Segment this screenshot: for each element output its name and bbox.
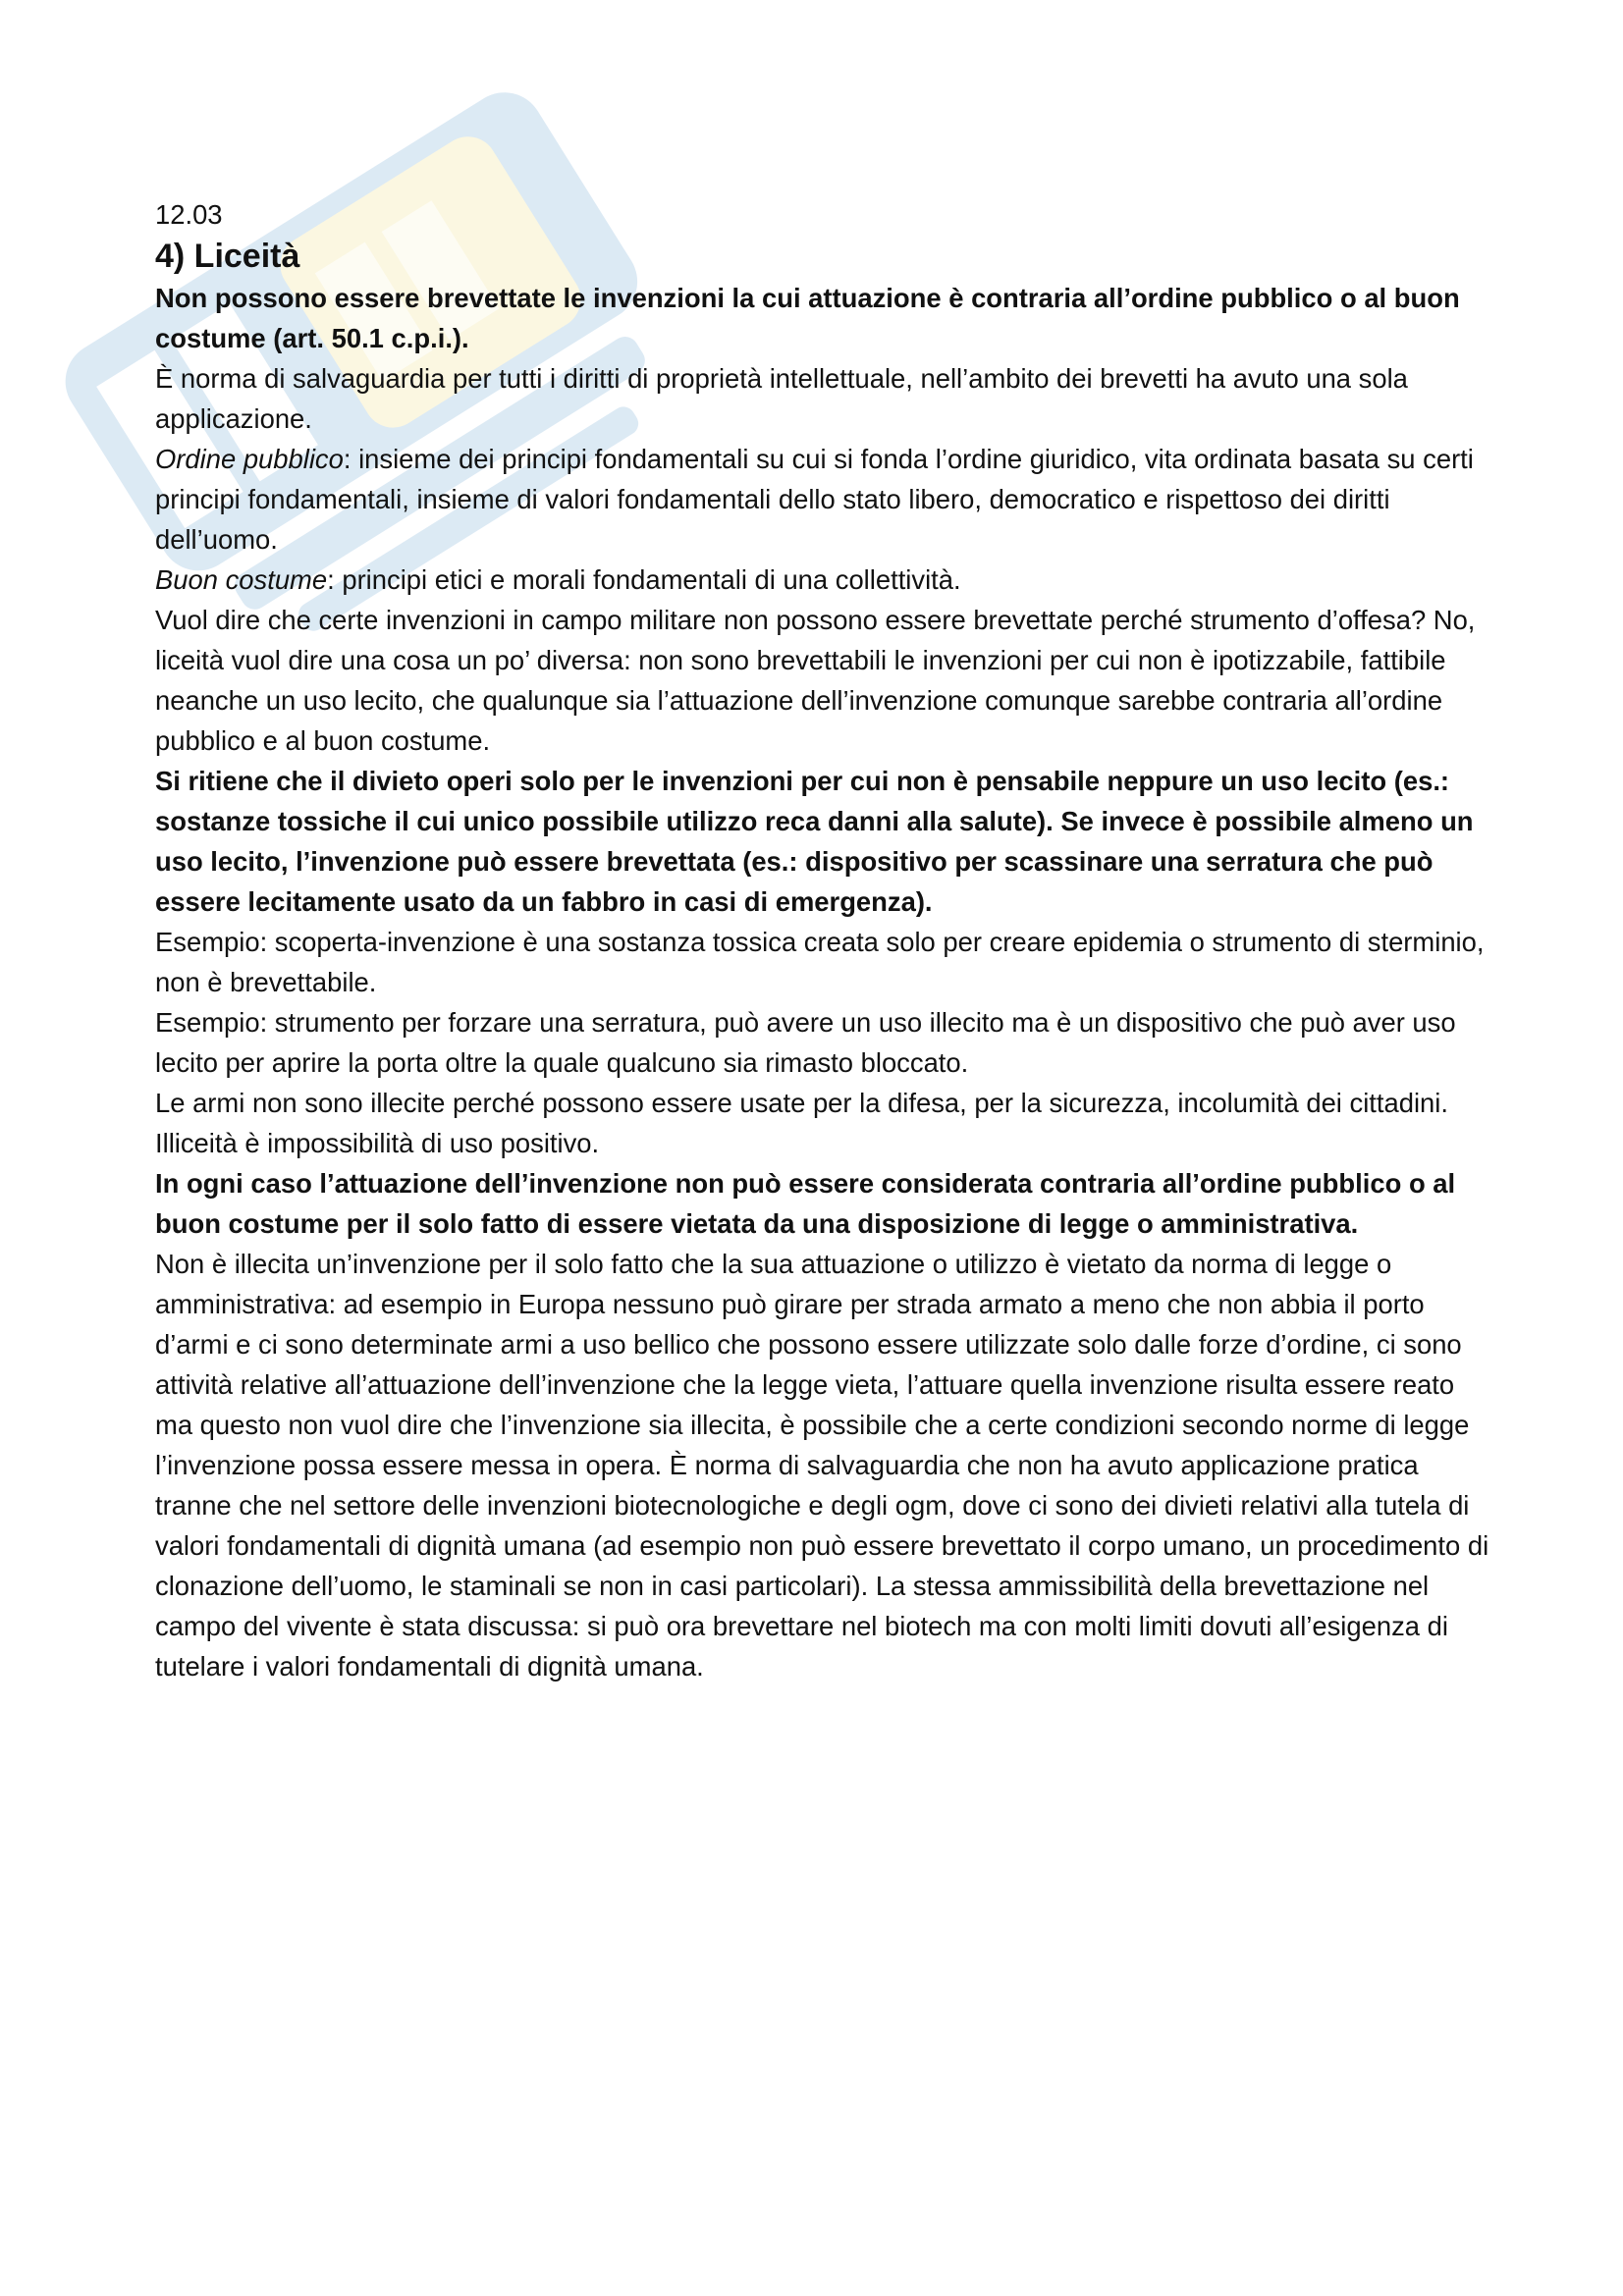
definition-text: : principi etici e morali fondamentali di una collettività. (327, 564, 961, 595)
definition-buon-costume (155, 560, 1490, 600)
section-heading: 4) Liceità (155, 238, 300, 275)
body-paragraph: Vuol dire che certe invenzioni in campo militare non possono essere brevettate perché strumento d’offesa? No, liceità vuol dire una cosa un po’ diversa: non sono brevettabili le invenzioni per cui non è ipotizzabile, fattibile neanche un uso lecito, che qualunque sia l’attuazione dell’invenzione comunque sarebbe contraria all’ordine pubblico e al buon costume. (155, 605, 1476, 756)
example-paragraph: Esempio: strumento per forzare una serratura, può avere un uso illecito ma è un dispositivo che può aver uso lecito per aprire la porta oltre la quale qualcuno sia rimasto bloccato. (155, 1007, 1456, 1078)
rule-paragraph: Si ritiene che il divieto operi solo per le invenzioni per cui non è pensabile neppure un uso lecito (es.: sostanze tossiche il cui unico possibile utilizzo reca danni alla salute). Se invece è possibile almeno un uso lecito, l’invenzione può essere brevettata (es.: dispositivo per scassinare una serratura che può essere lecitamente usato da un fabbro in casi di emergenza). (155, 766, 1474, 917)
term-ordine-pubblico: Ordine pubblico (155, 444, 344, 474)
definition-text: : insieme dei principi fondamentali su cui si fonda l’ordine giuridico, vita ordinata basata su certi principi fondamentali, insieme di valori fondamentali dello stato libero, democratico e rispettoso dei diritti dell’uomo. (155, 444, 1474, 555)
body-paragraph: È norma di salvaguardia per tutti i diritti di proprietà intellettuale, nell’ambito dei brevetti ha avuto una sola applicazione. (155, 363, 1408, 434)
body-paragraph: Non è illecita un’invenzione per il solo fatto che la sua attuazione o utilizzo è vietato da norma di legge o amministrativa: ad esempio in Europa nessuno può girare per strada armato a meno che non abbia il porto d’armi e ci sono determinate armi a uso bellico che possono essere utilizzate solo dalle forze d’ordine, ci sono attività relative all’attuazione dell’invenzione che la legge vieta, l’attuare quella invenzione risulta essere reato ma questo non vuol dire che l’invenzione sia illecita, è possibile che a certe condizioni secondo norme di legge l’invenzione possa essere messa in opera. È norma di salvaguardia che non ha avuto applicazione pratica tranne che nel settore delle invenzioni biotecnologiche e degli ogm, dove ci sono dei divieti relativi alla tutela di valori fondamentali di dignità umana (ad esempio non può essere brevettato il corpo umano, un procedimento di clonazione dell’uomo, le staminali se non in casi particolari). La stessa ammissibilità della brevettazione nel campo del vivente è stata discussa: si può ora brevettare nel biotech ma con molti limiti dovuti all’esigenza di tutelare i valori fondamentali di dignità umana. (155, 1249, 1489, 1682)
rule-paragraph: In ogni caso l’attuazione dell’invenzione non può essere considerata contraria all’ordine pubblico o al buon costume per il solo fatto di essere vietata da una disposizione di legge o amministrativa. (155, 1168, 1456, 1239)
rule-paragraph: Non possono essere brevettate le invenzioni la cui attuazione è contraria all’ordine pubblico o al buon costume (art. 50.1 c.p.i.). (155, 283, 1460, 353)
definition-ordine-pubblico (155, 439, 1490, 560)
body-paragraph: Le armi non sono illecite perché possono essere usate per la difesa, per la sicurezza, incolumità dei cittadini. Illiceità è impossibilità di uso positivo. (155, 1088, 1448, 1158)
term-buon-costume: Buon costume (155, 564, 328, 595)
document-date: 12.03 (155, 199, 223, 230)
document-body (155, 194, 1490, 1686)
example-paragraph: Esempio: scoperta-invenzione è una sostanza tossica creata solo per creare epidemia o strumento di sterminio, non è brevettabile. (155, 927, 1485, 997)
